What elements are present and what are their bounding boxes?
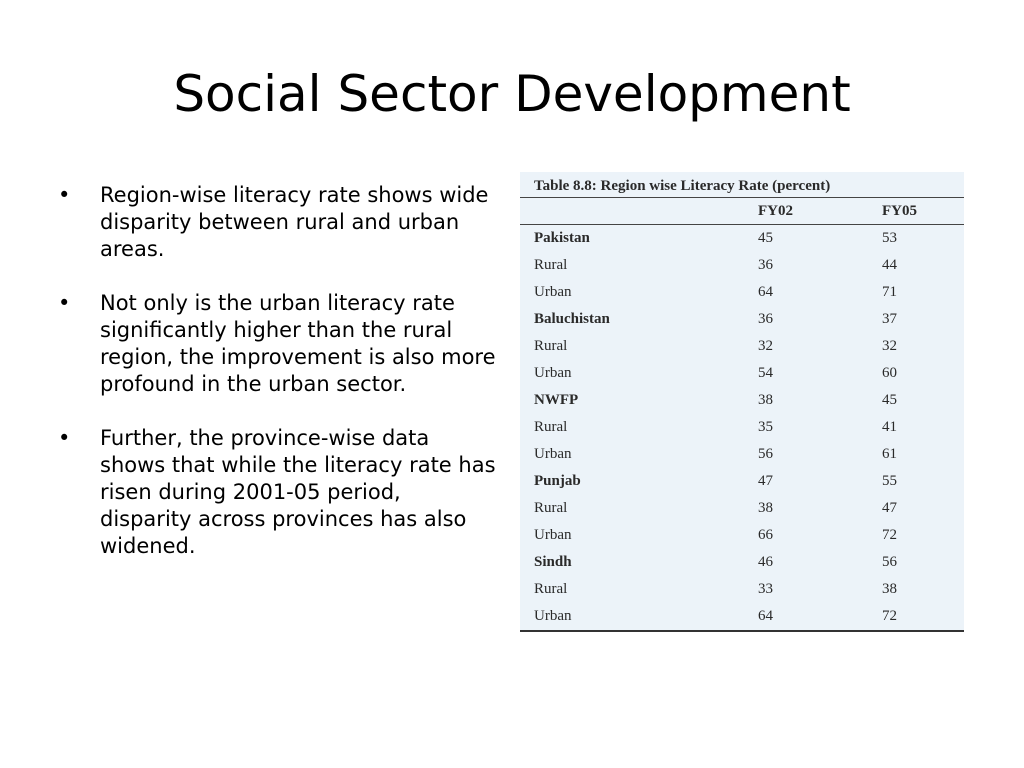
header-region xyxy=(520,198,758,225)
bullet-text: Region-wise literacy rate shows wide disparity between rural and urban areas. xyxy=(100,183,489,261)
row-fy05: 72 xyxy=(882,608,897,624)
table-row xyxy=(520,306,964,333)
row-region: NWFP xyxy=(534,392,579,408)
row-region: Urban xyxy=(534,446,572,462)
header-fy02: FY02 xyxy=(758,198,882,225)
row-fy05: 61 xyxy=(882,446,897,462)
bullet-text: Not only is the urban literacy rate significantly higher than the rural region, the improvement is also more profound in the urban sector. xyxy=(100,291,496,396)
table-row xyxy=(520,441,964,468)
row-region: Rural xyxy=(534,257,568,273)
row-fy05: 55 xyxy=(882,473,897,489)
table-row xyxy=(520,522,964,549)
row-region: Urban xyxy=(534,284,572,300)
header-fy05: FY05 xyxy=(882,198,964,225)
table-row xyxy=(520,414,964,441)
row-fy05: 60 xyxy=(882,365,897,381)
table-row xyxy=(520,495,964,522)
bullet-marker: • xyxy=(58,183,71,207)
row-fy05: 32 xyxy=(882,338,897,354)
table-row xyxy=(520,225,964,253)
row-fy02: 46 xyxy=(758,554,773,570)
bullet-item xyxy=(58,290,498,398)
table-caption: Table 8.8: Region wise Literacy Rate (percent) xyxy=(520,172,964,198)
row-region: Pakistan xyxy=(534,230,590,246)
bullet-list xyxy=(58,182,498,587)
row-fy05: 41 xyxy=(882,419,897,435)
row-fy02: 35 xyxy=(758,419,773,435)
row-region: Rural xyxy=(534,500,568,516)
row-fy05: 53 xyxy=(882,230,897,246)
row-fy02: 32 xyxy=(758,338,773,354)
literacy-table xyxy=(520,198,964,630)
row-fy02: 36 xyxy=(758,257,773,273)
row-fy05: 72 xyxy=(882,527,897,543)
bullet-item xyxy=(58,182,498,263)
bullet-marker: • xyxy=(58,426,71,450)
table-row xyxy=(520,549,964,576)
table-body xyxy=(520,225,964,631)
row-fy02: 33 xyxy=(758,581,773,597)
table-row xyxy=(520,333,964,360)
row-region: Sindh xyxy=(534,554,572,570)
bullet-marker: • xyxy=(58,291,71,315)
row-fy02: 36 xyxy=(758,311,773,327)
row-fy05: 71 xyxy=(882,284,897,300)
row-fy02: 54 xyxy=(758,365,773,381)
table-header-row xyxy=(520,198,964,225)
row-region: Punjab xyxy=(534,473,581,489)
row-region: Urban xyxy=(534,608,572,624)
table-row xyxy=(520,252,964,279)
table-row xyxy=(520,279,964,306)
row-region: Urban xyxy=(534,365,572,381)
row-fy05: 38 xyxy=(882,581,897,597)
slide-title: Social Sector Development xyxy=(173,65,851,123)
table-row xyxy=(520,360,964,387)
table-row xyxy=(520,603,964,630)
row-region: Rural xyxy=(534,338,568,354)
row-fy02: 38 xyxy=(758,392,773,408)
table-row xyxy=(520,576,964,603)
row-fy02: 47 xyxy=(758,473,773,489)
row-region: Rural xyxy=(534,581,568,597)
table-row xyxy=(520,468,964,495)
bullet-item xyxy=(58,425,498,560)
row-fy05: 47 xyxy=(882,500,897,516)
row-fy02: 64 xyxy=(758,284,773,300)
row-region: Baluchistan xyxy=(534,311,610,327)
row-fy05: 37 xyxy=(882,311,897,327)
row-fy05: 56 xyxy=(882,554,897,570)
row-region: Urban xyxy=(534,527,572,543)
row-fy05: 44 xyxy=(882,257,897,273)
row-fy02: 66 xyxy=(758,527,773,543)
row-fy02: 45 xyxy=(758,230,773,246)
row-region: Rural xyxy=(534,419,568,435)
row-fy02: 38 xyxy=(758,500,773,516)
row-fy05: 45 xyxy=(882,392,897,408)
literacy-table-image xyxy=(520,172,964,632)
table-row xyxy=(520,387,964,414)
row-fy02: 64 xyxy=(758,608,773,624)
row-fy02: 56 xyxy=(758,446,773,462)
bullet-text: Further, the province-wise data shows that while the literacy rate has risen during 2001-05 period, disparity across provinces has also widened. xyxy=(100,426,496,558)
